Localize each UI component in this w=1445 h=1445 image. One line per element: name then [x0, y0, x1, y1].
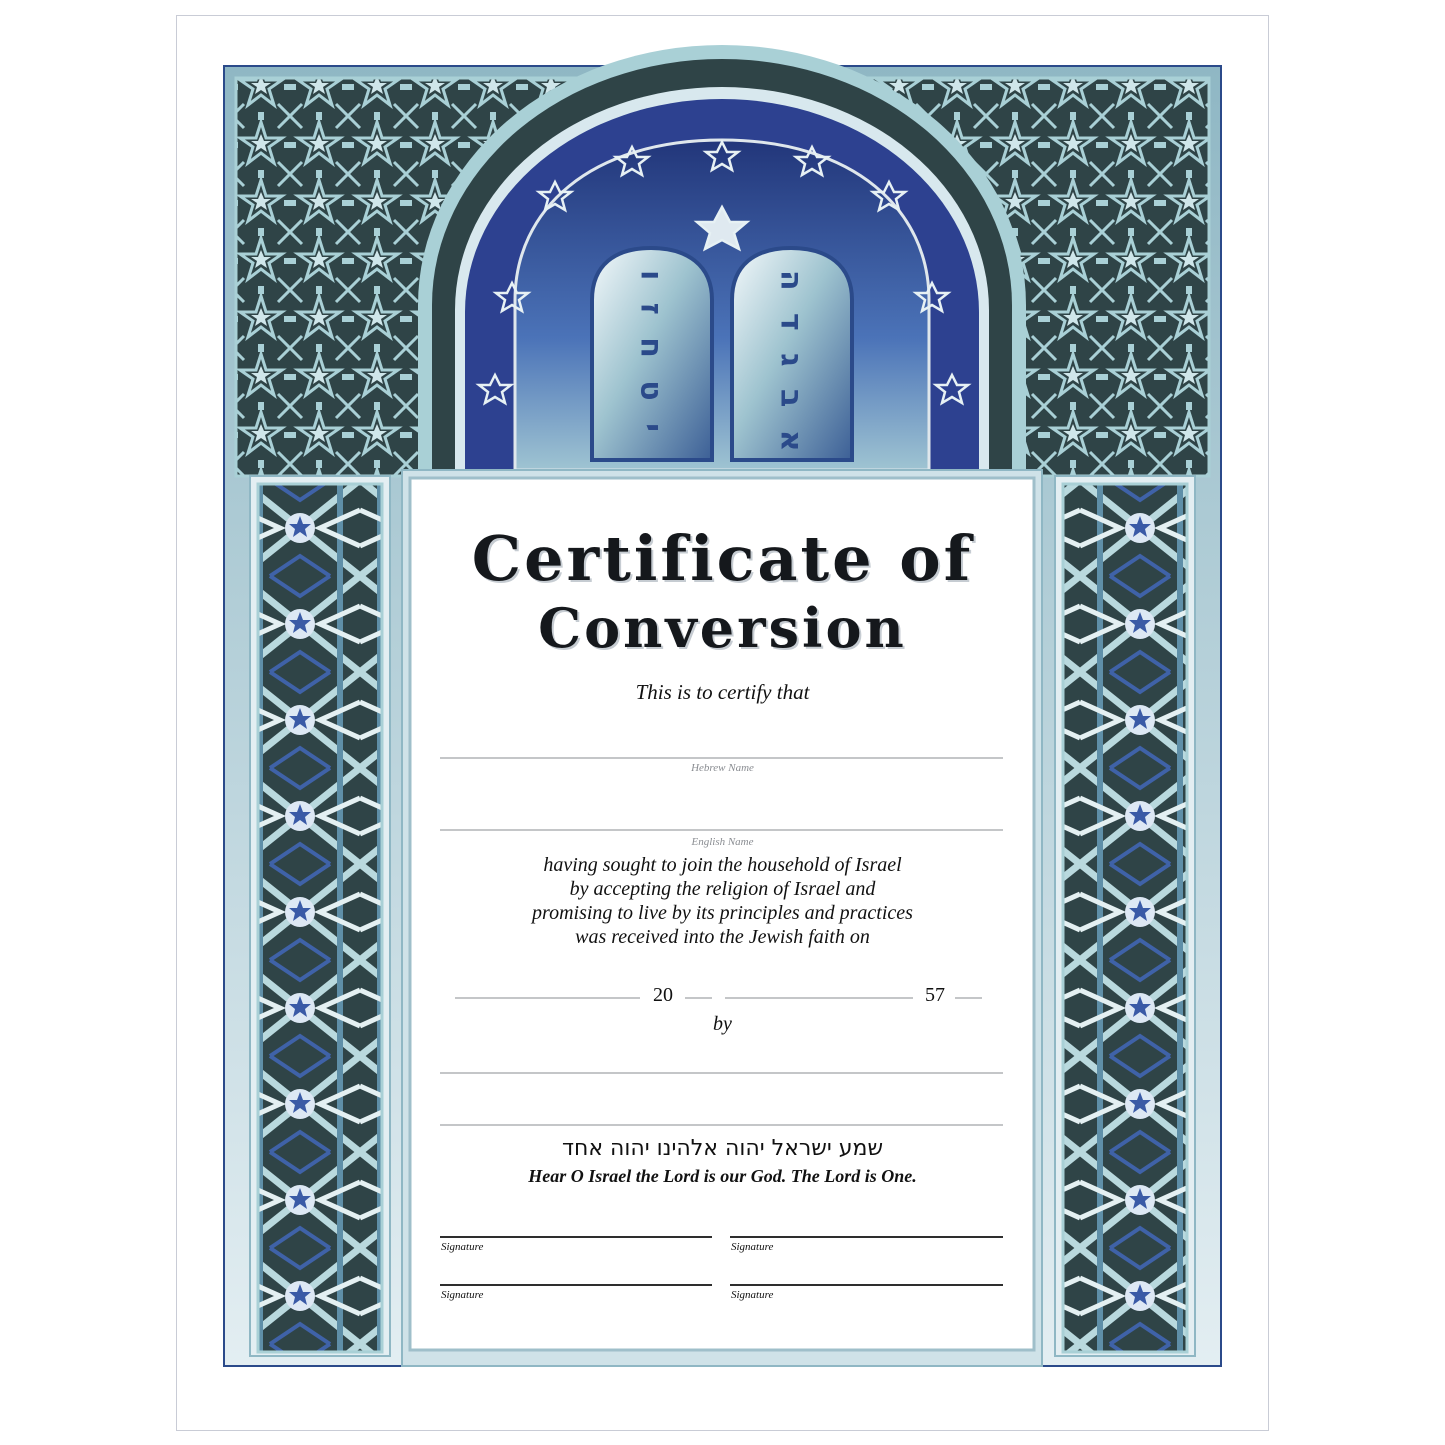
- right-column-ornament: [1063, 484, 1187, 1352]
- tablet-left-letters: י ט ח ז ו: [633, 270, 669, 438]
- signature-label-1: Signature: [441, 1241, 484, 1253]
- intro-text: This is to certify that: [635, 680, 810, 704]
- english-name-label: English Name: [691, 836, 754, 848]
- gregorian-year-prefix: 20: [653, 984, 673, 1006]
- signature-label-2: Signature: [731, 1241, 774, 1253]
- signature-label-3: Signature: [441, 1289, 484, 1301]
- body-line-1: having sought to join the household of Israel: [543, 854, 902, 876]
- hebrew-name-label: Hebrew Name: [691, 762, 754, 774]
- body-line-3: promising to live by its principles and practices: [532, 902, 913, 924]
- certificate-title-line2: Conversion: [538, 596, 907, 660]
- by-label: by: [713, 1013, 732, 1035]
- left-column-ornament: [258, 484, 382, 1352]
- shema-hebrew: שמע ישראל יהוה אלהינו יהוה אחד: [561, 1136, 884, 1161]
- signature-label-4: Signature: [731, 1289, 774, 1301]
- certificate-title-line1: Certificate of: [471, 522, 974, 595]
- tablet-right-letters: א ב ג ד ה: [773, 270, 809, 458]
- hebrew-year-prefix: 57: [925, 984, 945, 1006]
- body-line-4: was received into the Jewish faith on: [575, 926, 870, 948]
- body-line-2: by accepting the religion of Israel and: [569, 878, 876, 900]
- shema-english: Hear O Israel the Lord is our God. The Lord is One.: [528, 1166, 917, 1186]
